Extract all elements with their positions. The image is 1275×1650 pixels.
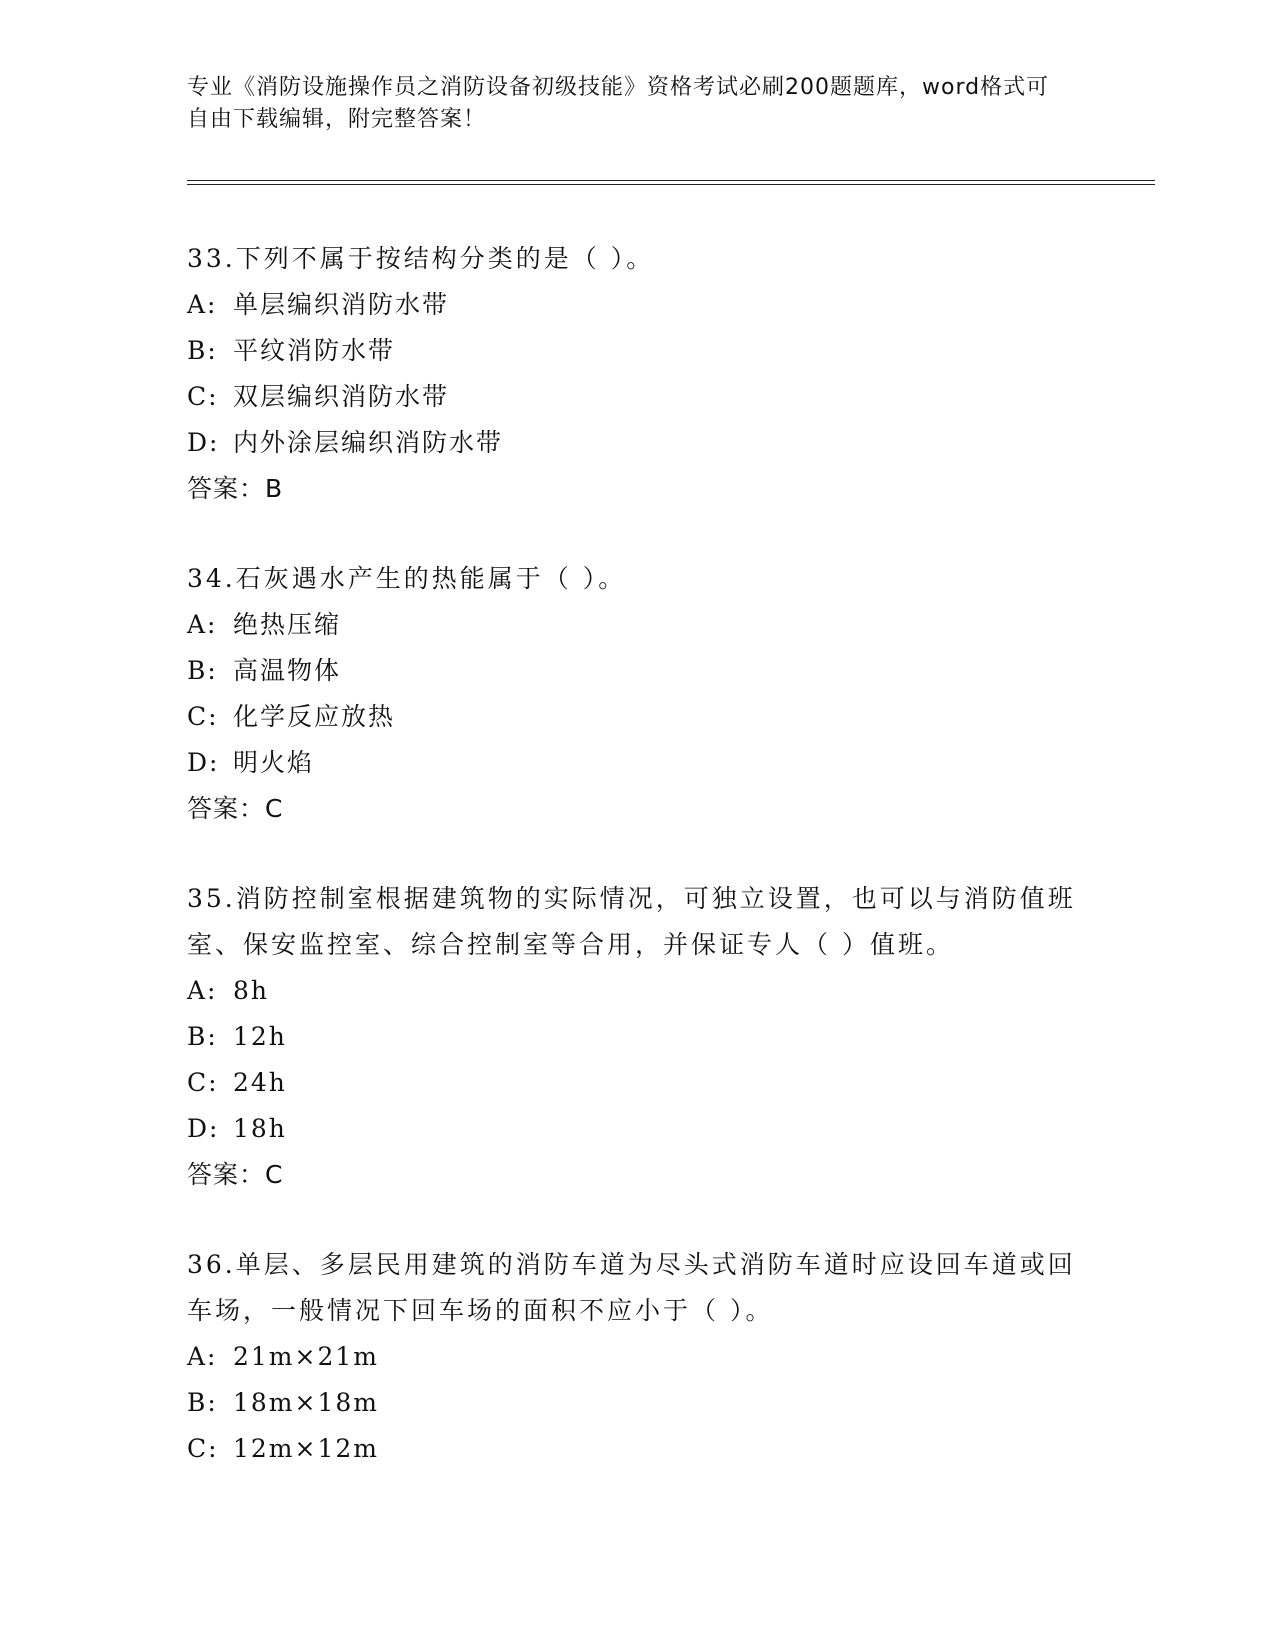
option-letter: B: [187,1022,218,1051]
option-d [187,1106,1087,1152]
option-b [187,328,1087,374]
option-b [187,1380,1087,1426]
option-text: 化学反应放热 [233,702,396,731]
option-c [187,694,1087,740]
question-stem: 36.单层、多层民用建筑的消防车道为尽头式消防车道时应设回车道或回车场，一般情况下回车场的面积不应小于（ ）。 [187,1250,1076,1325]
question-34 [187,556,1087,832]
option-a [187,282,1087,328]
option-text: 24h [233,1068,287,1097]
option-text: 绝热压缩 [233,610,342,639]
header-divider-bottom [187,184,1155,185]
option-text: 双层编织消防水带 [233,382,450,411]
option-text: 内外涂层编织消防水带 [233,428,504,457]
answer-line: 答案：C [187,794,284,823]
option-letter: D: [187,428,220,457]
option-d [187,740,1087,786]
question-33 [187,236,1087,512]
option-text: 平纹消防水带 [233,336,396,365]
option-letter: C: [187,1434,219,1463]
option-letter: A: [187,1342,218,1371]
option-letter: D: [187,1114,220,1143]
option-letter: A: [187,290,218,319]
option-text: 12h [233,1022,287,1051]
option-c [187,1060,1087,1106]
header-divider-top [187,180,1155,181]
option-text: 单层编织消防水带 [233,290,450,319]
option-text: 12m×12m [233,1434,379,1463]
answer-line: 答案：B [187,474,284,503]
option-c [187,1426,1087,1472]
option-c [187,374,1087,420]
option-a [187,602,1087,648]
option-letter: A: [187,610,218,639]
document-header: 专业《消防设施操作员之消防设备初级技能》资格考试必刷200题题库，word格式可自由下载编辑，附完整答案！ [187,75,1050,132]
option-letter: B: [187,656,218,685]
question-35 [187,876,1087,1198]
option-a [187,968,1087,1014]
question-stem: 35.消防控制室根据建筑物的实际情况，可独立设置，也可以与消防值班室、保安监控室、综合控制室等合用，并保证专人（ ）值班。 [187,884,1076,959]
option-text: 明火焰 [233,748,315,777]
option-letter: A: [187,976,218,1005]
question-stem: 33.下列不属于按结构分类的是（ ）。 [187,244,655,273]
option-text: 21m×21m [233,1342,379,1371]
option-text: 18h [233,1114,287,1143]
question-36 [187,1242,1087,1472]
option-letter: D: [187,748,220,777]
answer-line: 答案：C [187,1160,284,1189]
option-letter: C: [187,1068,219,1097]
option-text: 高温物体 [233,656,342,685]
option-text: 8h [233,976,270,1005]
option-b [187,1014,1087,1060]
option-letter: C: [187,382,219,411]
option-text: 18m×18m [233,1388,379,1417]
option-letter: B: [187,336,218,365]
question-stem: 34.石灰遇水产生的热能属于（ ）。 [187,564,627,593]
option-a [187,1334,1087,1380]
option-letter: B: [187,1388,218,1417]
option-b [187,648,1087,694]
option-d [187,420,1087,466]
option-letter: C: [187,702,219,731]
